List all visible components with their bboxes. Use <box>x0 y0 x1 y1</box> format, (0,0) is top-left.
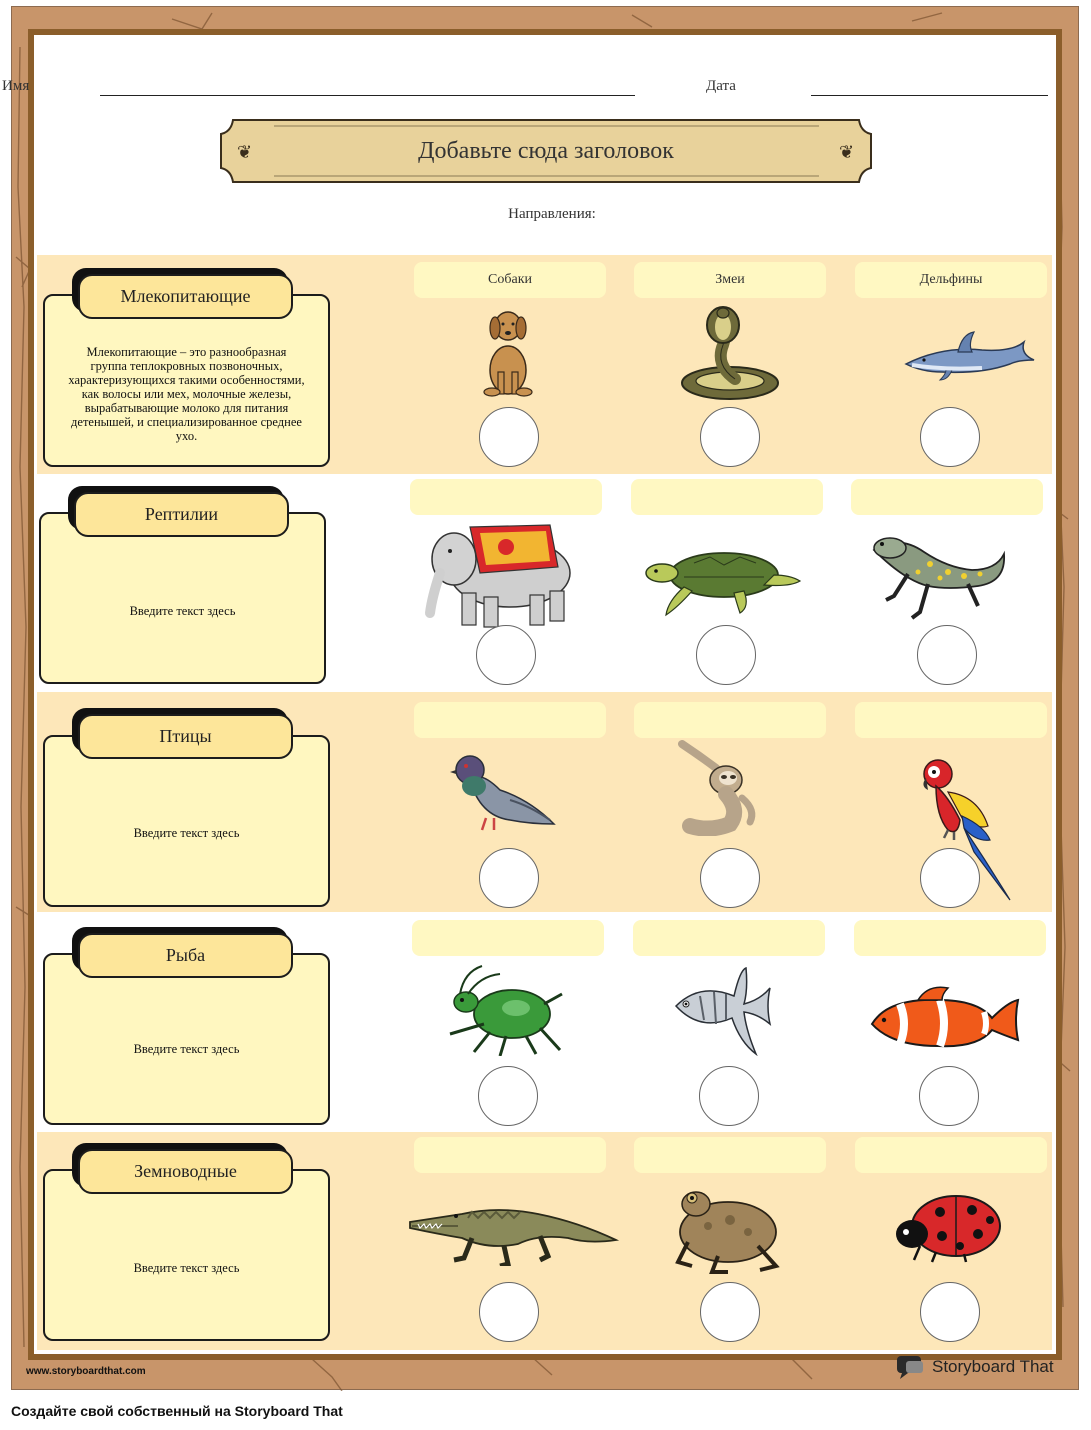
answer-circle[interactable] <box>479 407 539 467</box>
speech-bubble-icon <box>896 1355 926 1379</box>
animal-label-box[interactable] <box>851 479 1043 515</box>
date-label: Дата <box>706 78 736 94</box>
animal-label-box[interactable] <box>855 1137 1047 1173</box>
category-tab[interactable]: Земноводные <box>78 1149 293 1194</box>
animal-label-box[interactable] <box>631 479 823 515</box>
category-description[interactable]: Введите текст здесь <box>129 603 236 618</box>
animal-label-box[interactable] <box>854 920 1046 956</box>
lizard-icon <box>868 530 1010 622</box>
turtle-icon <box>644 551 804 631</box>
create-your-own-link[interactable]: Создайте свой собственный на Storyboard That <box>11 1403 343 1419</box>
date-field[interactable] <box>811 95 1048 96</box>
category-description-card[interactable] <box>39 512 326 684</box>
answer-circle[interactable] <box>700 407 760 467</box>
elephant-icon <box>410 517 578 633</box>
brand-logo[interactable] <box>896 1355 1054 1379</box>
svg-text:❦: ❦ <box>237 142 253 163</box>
answer-circle[interactable] <box>696 625 756 685</box>
animal-label-box[interactable] <box>414 1137 606 1173</box>
answer-circle[interactable] <box>700 1282 760 1342</box>
answer-circle[interactable] <box>919 1066 979 1126</box>
animal-label-box[interactable] <box>855 702 1047 738</box>
brand-name: Storyboard That <box>932 1357 1054 1376</box>
dog-icon <box>478 306 538 398</box>
animal-label-box[interactable]: Дельфины <box>855 262 1047 298</box>
answer-circle[interactable] <box>478 1066 538 1126</box>
crocodile-icon <box>408 1204 620 1266</box>
category-description-card[interactable] <box>43 1169 330 1341</box>
website-url[interactable]: www.storyboardthat.com <box>26 1366 146 1377</box>
answer-circle[interactable] <box>917 625 977 685</box>
animal-label-box[interactable] <box>414 702 606 738</box>
answer-circle[interactable] <box>700 848 760 908</box>
category-description-card[interactable] <box>43 294 330 467</box>
category-description-card[interactable] <box>43 735 330 907</box>
svg-text:❦: ❦ <box>839 142 855 163</box>
aphid-icon <box>440 964 566 1056</box>
animal-label-box[interactable] <box>634 1137 826 1173</box>
page-title: Добавьте сюда заголовок <box>418 137 674 164</box>
category-description[interactable]: Введите текст здесь <box>133 1260 240 1275</box>
animal-label-box[interactable] <box>634 702 826 738</box>
sloth-icon <box>676 738 762 836</box>
name-label: Имя <box>2 78 30 94</box>
category-tab[interactable]: Рептилии <box>74 492 289 537</box>
category-description[interactable]: Млекопитающие – это разнообразная группа теплокровных позвоночных, характеризующихся такими особенностями, как волосы или мех, молочные железы, вырабатывающие молоко для питания детенышей, и специализированное среднее ухо. <box>68 344 305 443</box>
category-tab[interactable]: Рыба <box>78 933 293 978</box>
animal-label-box[interactable] <box>633 920 825 956</box>
cobra-icon <box>675 305 785 403</box>
answer-circle[interactable] <box>920 1282 980 1342</box>
animal-label-box[interactable] <box>412 920 604 956</box>
name-field[interactable] <box>100 95 635 96</box>
title-plaque[interactable] <box>219 118 873 184</box>
animal-label-box[interactable]: Змеи <box>634 262 826 298</box>
answer-circle[interactable] <box>479 848 539 908</box>
category-tab[interactable]: Птицы <box>78 714 293 759</box>
dolphin-icon <box>902 330 1038 382</box>
clownfish-icon <box>868 984 1022 1058</box>
answer-circle[interactable] <box>920 848 980 908</box>
answer-circle[interactable] <box>699 1066 759 1126</box>
answer-circle[interactable] <box>479 1282 539 1342</box>
toad-icon <box>668 1182 786 1276</box>
answer-circle[interactable] <box>920 407 980 467</box>
pigeon-icon <box>450 750 560 836</box>
angelfish-icon <box>670 966 774 1056</box>
animal-label-box[interactable] <box>410 479 602 515</box>
category-description[interactable]: Введите текст здесь <box>133 825 240 840</box>
category-tab[interactable]: Млекопитающие <box>78 274 293 319</box>
ladybug-icon <box>890 1190 1006 1264</box>
category-description-card[interactable] <box>43 953 330 1125</box>
category-description[interactable]: Введите текст здесь <box>133 1041 240 1056</box>
directions-label: Направления: <box>508 206 596 222</box>
animal-label-box[interactable]: Собаки <box>414 262 606 298</box>
answer-circle[interactable] <box>476 625 536 685</box>
